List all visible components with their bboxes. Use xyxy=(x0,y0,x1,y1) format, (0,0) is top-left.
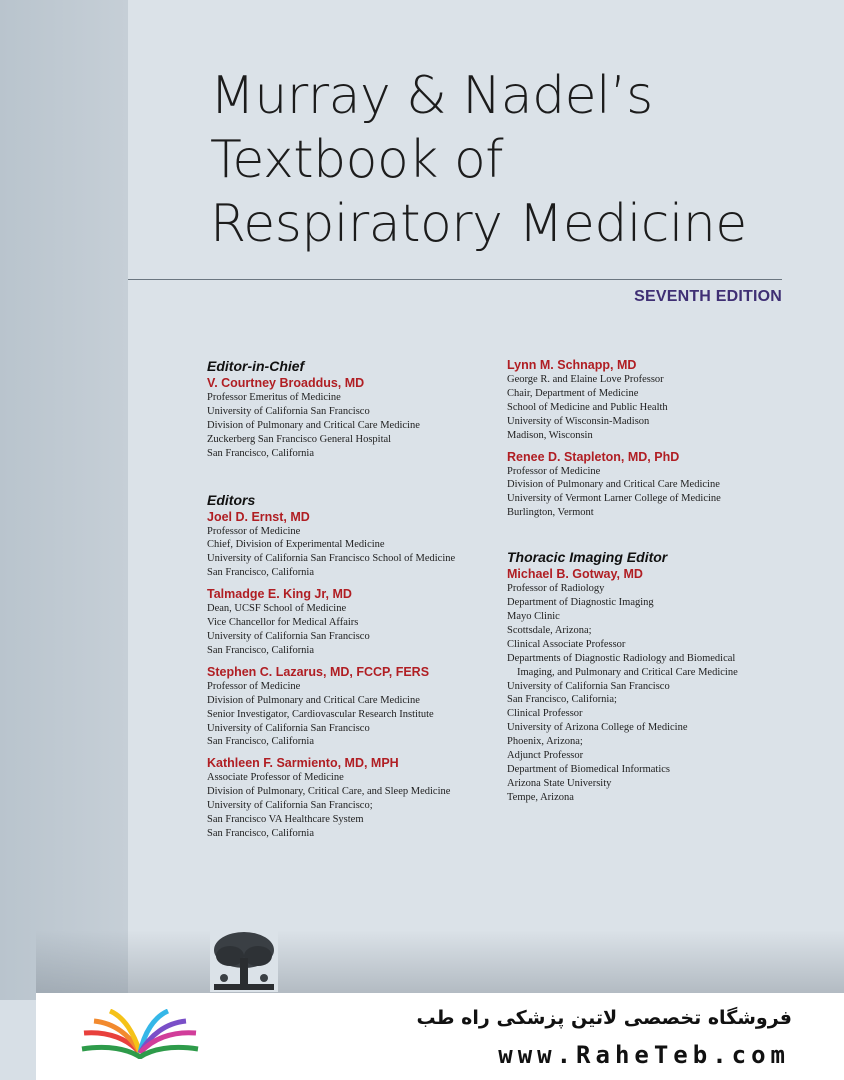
editor-name: Joel D. Ernst, MD xyxy=(207,509,310,524)
shop-url[interactable]: www.RaheTeb.com xyxy=(498,1041,790,1069)
affiliation-line: University of Vermont Larner College of Medicine xyxy=(507,493,721,505)
editor-entry xyxy=(207,755,497,841)
affiliation-line: Dean, UCSF School of Medicine xyxy=(207,603,347,615)
affiliation-line: Professor Emeritus of Medicine xyxy=(207,392,341,403)
affiliation-line: Professor of Medicine xyxy=(207,680,301,692)
affiliation-line: University of California San Francisco xyxy=(207,630,370,642)
editor-entry xyxy=(207,586,497,658)
edition-label: SEVENTH EDITION xyxy=(634,288,782,305)
affiliation-line: Associate Professor of Medicine xyxy=(207,772,344,784)
imaging-editor-block xyxy=(507,548,807,805)
affiliation-line: University of Wisconsin-Madison xyxy=(507,415,650,427)
title-line: Textbook of xyxy=(210,130,504,190)
affiliation-line: George R. and Elaine Love Professor xyxy=(507,374,664,385)
affiliation-line: Arizona State University xyxy=(507,777,612,789)
affiliation-line: Clinical Associate Professor xyxy=(507,638,626,650)
affiliation-line: San Francisco, California xyxy=(207,736,315,748)
affiliation-line: Zuckerberg San Francisco General Hospital xyxy=(207,433,392,445)
title-line: Murray & Nadel’s xyxy=(210,66,653,126)
affiliation-line: San Francisco, California xyxy=(207,567,315,579)
affiliation-line: San Francisco, California xyxy=(207,827,315,839)
affiliation-line: University of California San Francisco School of Medicine xyxy=(207,553,456,565)
editor-in-chief-block xyxy=(207,357,497,461)
affiliation-line: Professor of Medicine xyxy=(507,465,601,477)
affiliation-line: Division of Pulmonary and Critical Care Medicine xyxy=(207,694,420,706)
affiliation-line: Department of Biomedical Informatics xyxy=(507,763,670,775)
right-column xyxy=(507,357,807,811)
affiliation-line: Chief, Division of Experimental Medicine xyxy=(207,539,385,551)
affiliation-line: Burlington, Vermont xyxy=(507,507,594,519)
affiliation-line: Mayo Clinic xyxy=(507,610,560,622)
section-heading: Editor-in-Chief xyxy=(207,358,305,374)
left-column xyxy=(207,357,497,847)
affiliation-line: Clinical Professor xyxy=(507,708,583,720)
editor-name: Michael B. Gotway, MD xyxy=(507,567,643,582)
section-heading: Thoracic Imaging Editor xyxy=(507,549,668,566)
affiliation-line: San Francisco VA Healthcare System xyxy=(207,814,364,826)
editor-name: V. Courtney Broaddus, MD xyxy=(207,376,365,390)
affiliation-line: Division of Pulmonary and Critical Care Medicine xyxy=(207,419,420,431)
affiliation-line: Scottsdale, Arizona; xyxy=(507,624,592,636)
editor-name: Talmadge E. King Jr, MD xyxy=(207,587,352,602)
affiliation-line: University of Arizona College of Medicine xyxy=(507,722,688,734)
affiliation-line: School of Medicine and Public Health xyxy=(507,401,668,413)
bottom-shadow xyxy=(36,930,844,1000)
affiliation-line: Phoenix, Arizona; xyxy=(507,736,583,748)
affiliation-line: Senior Investigator, Cardiovascular Research Institute xyxy=(207,708,434,720)
affiliation-line: Chair, Department of Medicine xyxy=(507,387,639,399)
editor-entry xyxy=(207,664,497,750)
title-line: Respiratory Medicine xyxy=(210,194,747,254)
affiliation-line: Vice Chancellor for Medical Affairs xyxy=(207,617,359,629)
section-heading: Editors xyxy=(207,491,256,508)
affiliation-line: Division of Pulmonary and Critical Care Medicine xyxy=(507,479,720,491)
open-book-logo-icon xyxy=(78,1009,202,1059)
title-divider xyxy=(128,279,782,280)
editor-entry xyxy=(507,449,807,521)
affiliation-line: Professor of Radiology xyxy=(507,583,605,595)
cover-spine xyxy=(0,0,128,1000)
affiliation-line: San Francisco, California; xyxy=(507,694,617,706)
editor-entry xyxy=(507,357,807,443)
book-title xyxy=(210,64,810,256)
affiliation-line: Departments of Diagnostic Radiology and Biomedical xyxy=(507,652,736,664)
affiliation-line: University of California San Francisco xyxy=(207,722,370,734)
affiliation-line: Professor of Medicine xyxy=(207,525,301,537)
affiliation-line: Tempe, Arizona xyxy=(507,791,574,803)
editor-name: Renee D. Stapleton, MD, PhD xyxy=(507,449,680,464)
affiliation-line: Imaging, and Pulmonary and Critical Care Medicine xyxy=(517,666,738,678)
shop-banner xyxy=(36,993,844,1080)
editor-entry xyxy=(207,509,497,581)
affiliation-line: San Francisco, California xyxy=(207,447,315,459)
affiliation-line: University of California San Francisco; xyxy=(207,800,373,812)
editor-name: Stephen C. Lazarus, MD, FCCP, FERS xyxy=(207,664,430,679)
affiliation-line: San Francisco, California xyxy=(207,644,315,656)
editor-name: Kathleen F. Sarmiento, MD, MPH xyxy=(207,756,399,771)
affiliation-line: Division of Pulmonary, Critical Care, and Sleep Medicine xyxy=(207,786,451,798)
affiliation-line: Adjunct Professor xyxy=(507,750,584,762)
editor-name: Lynn M. Schnapp, MD xyxy=(507,358,637,372)
affiliation-line: University of California San Francisco xyxy=(207,405,370,417)
elsevier-tree-logo-icon xyxy=(210,930,278,992)
affiliation-line: Madison, Wisconsin xyxy=(507,429,593,441)
affiliation-line: University of California San Francisco xyxy=(507,680,670,692)
shop-name: فروشگاه تخصصی لاتین پزشکی راه طب xyxy=(416,1007,792,1029)
affiliation-line: Department of Diagnostic Imaging xyxy=(507,597,654,609)
